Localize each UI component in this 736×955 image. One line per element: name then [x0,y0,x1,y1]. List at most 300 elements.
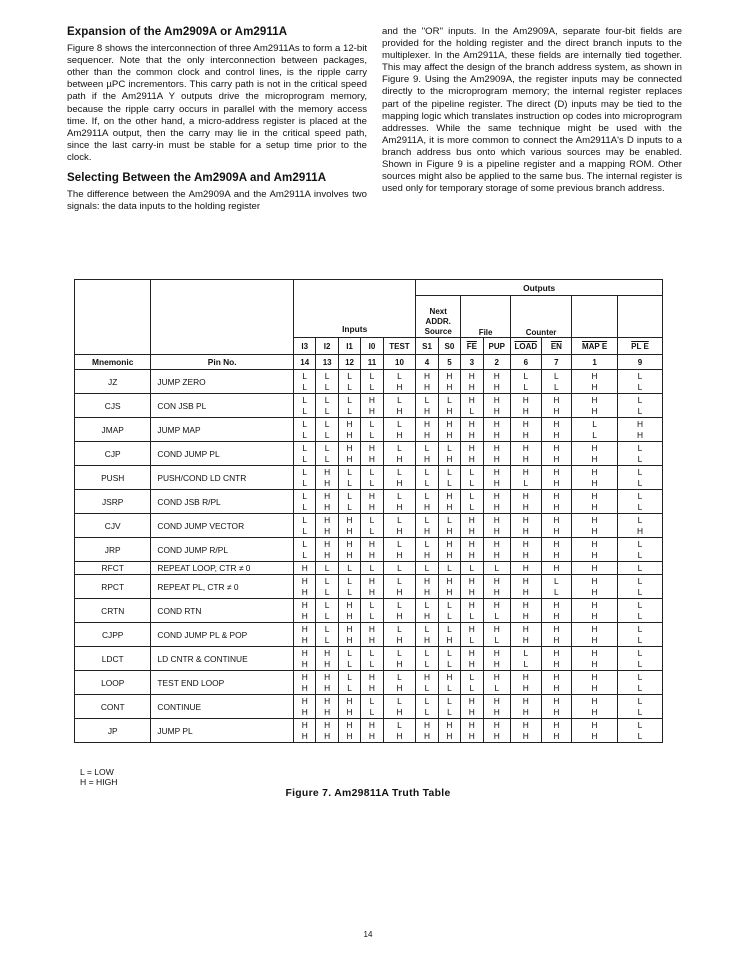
logic-value: L [347,647,352,658]
logic-value-cell [461,394,483,418]
logic-value: H [493,418,500,429]
logic-value: H [301,575,308,586]
logic-value: L [637,381,643,392]
mnemonic-cell: CRTN [75,599,151,623]
logic-value: L [347,370,352,381]
logic-value: H [468,453,475,464]
logic-value-cell [338,490,360,514]
logic-value: H [301,586,308,597]
logic-value: L [347,682,352,693]
logic-value: H [368,623,375,634]
logic-value: H [468,525,475,536]
logic-value-cell [438,671,460,695]
logic-value-cell [618,719,663,743]
logic-value-cell [316,538,338,562]
logic-value-cell [438,514,460,538]
logic-value: H [446,634,453,645]
logic-value-cell [338,538,360,562]
logic-value-cell [511,514,542,538]
logic-value: H [591,695,598,706]
logic-value: H [346,599,353,610]
logic-value: L [523,477,529,488]
logic-value: H [553,453,560,464]
table-row [75,466,663,490]
logic-value: H [591,514,598,525]
mnemonic-cell: PUSH [75,466,151,490]
logic-value-cell [361,671,383,695]
logic-value: L [347,586,352,597]
logic-value-cell [294,695,316,719]
logic-value: L [324,394,330,405]
logic-value: L [347,477,352,488]
logic-value-cell [361,442,383,466]
logic-value: H [636,418,644,429]
logic-value: L [637,610,643,621]
logic-value-cell [511,575,542,599]
counter-header: Counter [511,296,572,338]
logic-value: H [468,719,475,730]
logic-value: H [522,538,529,549]
instruction-name-cell: PUSH/COND LD CNTR [151,466,294,490]
logic-value: L [324,634,330,645]
instruction-name-cell: JUMP ZERO [151,370,294,394]
logic-value: H [522,610,529,621]
logic-value: L [637,394,643,405]
logic-value: H [423,730,431,741]
logic-value: H [591,538,598,549]
logic-value-cell [316,719,338,743]
logic-value-cell [361,647,383,671]
logic-value-cell [618,599,663,623]
logic-value: L [637,575,643,586]
logic-value: H [368,730,375,741]
logic-value-cell [618,623,663,647]
logic-value-cell [541,695,572,719]
logic-value: L [347,394,352,405]
logic-value: H [522,586,529,597]
logic-value-cell [483,490,511,514]
logic-value-cell [294,623,316,647]
table-row [75,647,663,671]
mnemonic-cell: LOOP [75,671,151,695]
logic-value: H [493,538,500,549]
logic-value: H [423,453,431,464]
logic-value: L [397,575,402,586]
logic-value: L [494,682,500,693]
logic-value-cell [338,671,360,695]
logic-value-cell [511,623,542,647]
logic-value: H [636,429,644,440]
logic-value: H [368,442,375,453]
logic-value-cell [416,671,438,695]
logic-value-cell [618,394,663,418]
logic-value: H [301,730,308,741]
logic-value-cell [461,647,483,671]
logic-value: H [522,634,529,645]
logic-value: H [553,647,560,658]
logic-value: L [447,442,452,453]
logic-value: L [447,599,452,610]
logic-value: L [469,501,475,512]
logic-value: H [591,658,598,669]
logic-value: L [637,405,643,416]
logic-value: L [637,623,643,634]
logic-value-cell [461,695,483,719]
logic-value-cell [416,538,438,562]
pin-number: 5 [438,355,460,370]
logic-value-cell [461,442,483,466]
table-row [75,442,663,466]
logic-value: L [637,719,643,730]
signal-header: I1 [338,338,360,355]
logic-value-cell [416,514,438,538]
logic-value: H [346,442,353,453]
logic-value: H [522,549,529,560]
logic-value-cell [572,623,618,647]
pin-number: 6 [511,355,542,370]
logic-value-cell [541,575,572,599]
logic-value: H [324,647,331,658]
logic-value: H [301,623,308,634]
logic-value: H [468,706,475,717]
logic-value-cell [511,562,542,575]
logic-value-cell [383,671,416,695]
logic-value: L [369,514,375,525]
logic-value: L [469,634,475,645]
instruction-name-cell: CONTINUE [151,695,294,719]
logic-value-cell [416,695,438,719]
logic-value: H [368,586,375,597]
logic-value: L [302,549,308,560]
logic-value: H [446,575,453,586]
logic-value-cell [294,442,316,466]
logic-value: L [397,394,402,405]
logic-value-cell [416,575,438,599]
logic-value-cell [316,490,338,514]
logic-value: H [553,599,560,610]
logic-value-cell [361,599,383,623]
logic-value: H [468,394,475,405]
logic-value-cell [316,562,338,575]
logic-value: L [523,381,529,392]
logic-value-cell [361,623,383,647]
logic-value-cell [438,599,460,623]
logic-value: H [468,418,475,429]
logic-value: H [468,695,475,706]
logic-value: H [368,682,375,693]
logic-value-cell [361,562,383,575]
logic-value-cell [483,538,511,562]
logic-value: H [468,586,475,597]
mnemonic-cell: CJPP [75,623,151,647]
logic-value-cell [511,370,542,394]
logic-value-cell [483,575,511,599]
logic-value-cell [511,695,542,719]
logic-value: L [637,706,643,717]
signal-header: I2 [316,338,338,355]
logic-value: H [522,501,529,512]
logic-value: H [301,599,308,610]
logic-value: H [591,525,598,536]
pin-number: 7 [541,355,572,370]
logic-value: H [522,599,529,610]
logic-value: L [424,394,430,405]
logic-value: H [396,610,403,621]
logic-value-cell [316,575,338,599]
instruction-name-cell: LD CNTR & CONTINUE [151,647,294,671]
logic-value-cell [294,599,316,623]
logic-value: L [447,695,452,706]
logic-value-cell [316,442,338,466]
logic-value-cell [383,695,416,719]
logic-value-cell [483,466,511,490]
logic-value: L [447,623,452,634]
logic-value-cell [416,599,438,623]
logic-value-cell [483,514,511,538]
logic-value: L [347,405,352,416]
logic-value: H [493,730,500,741]
logic-value: L [397,599,402,610]
logic-value-cell [438,538,460,562]
logic-value: L [637,586,643,597]
logic-value: L [324,405,330,416]
logic-value: L [637,501,643,512]
logic-value: H [591,562,598,573]
signal-header: $\overline{EN}$ [541,338,572,355]
logic-value: H [396,405,403,416]
logic-value: H [591,405,598,416]
logic-value: H [591,623,598,634]
truth-table [74,279,663,743]
logic-value: L [369,647,375,658]
mnemonic-cell: CJV [75,514,151,538]
logic-value-cell [383,370,416,394]
logic-value: H [346,623,353,634]
mnemonic-cell: JP [75,719,151,743]
logic-value: L [324,418,330,429]
logic-value: H [553,538,560,549]
logic-value: H [553,719,560,730]
logic-value: H [591,442,598,453]
logic-value: L [447,706,452,717]
logic-value: H [493,586,500,597]
logic-value: H [446,719,453,730]
logic-value: L [397,514,402,525]
logic-value-cell [511,671,542,695]
logic-value: H [493,623,500,634]
logic-value-cell [361,719,383,743]
logic-value: L [302,394,308,405]
logic-value: L [554,586,559,597]
logic-value: H [522,730,529,741]
logic-value: H [591,381,598,392]
instruction-name-cell: COND JUMP VECTOR [151,514,294,538]
logic-value-cell [541,538,572,562]
logic-value: H [324,658,331,669]
logic-value: L [369,706,375,717]
logic-value: H [446,730,453,741]
logic-value-cell [438,394,460,418]
logic-value-cell [618,671,663,695]
logic-value-cell [572,466,618,490]
logic-value: H [346,453,353,464]
logic-value-cell [483,695,511,719]
logic-value: H [493,405,500,416]
table-row [75,490,663,514]
logic-value: H [423,719,431,730]
logic-value-cell [416,370,438,394]
logic-value: H [468,381,475,392]
logic-value-cell [483,623,511,647]
logic-value: L [302,525,308,536]
logic-value-cell [541,370,572,394]
logic-value: L [324,623,330,634]
logic-value: L [523,658,529,669]
logic-value-cell [618,538,663,562]
logic-value: L [424,706,430,717]
logic-value: H [346,514,353,525]
logic-value: L [494,610,500,621]
logic-value: L [369,525,375,536]
logic-value: L [447,610,452,621]
table-row [75,719,663,743]
logic-value-cell [461,490,483,514]
logic-value-cell [316,394,338,418]
logic-value-cell [511,394,542,418]
logic-value: L [424,647,430,658]
logic-value: H [522,525,529,536]
logic-value-cell [572,695,618,719]
table-row [75,562,663,575]
logic-value: H [324,477,331,488]
logic-value: L [397,442,402,453]
mnemonic-cell: JZ [75,370,151,394]
logic-value: L [347,658,352,669]
logic-value: L [469,477,475,488]
logic-value-cell [383,442,416,466]
logic-value: L [397,418,402,429]
logic-value-cell [618,514,663,538]
logic-value: H [493,477,500,488]
table-row [75,514,663,538]
logic-value: L [424,538,430,549]
logic-value: L [424,623,430,634]
logic-value-cell [316,671,338,695]
logic-value-cell [338,719,360,743]
logic-value: L [637,538,643,549]
logic-value: L [637,466,643,477]
logic-value: L [637,671,643,682]
logic-value: H [493,706,500,717]
logic-value-cell [483,442,511,466]
logic-value-cell [572,719,618,743]
logic-value-cell [383,466,416,490]
logic-value: H [591,575,598,586]
instruction-name-cell: COND JUMP R/PL [151,538,294,562]
logic-value-cell [483,370,511,394]
logic-value: H [446,671,453,682]
logic-value: H [591,549,598,560]
inputs-header: Inputs [294,296,416,338]
logic-value: H [493,442,500,453]
logic-value: L [447,647,452,658]
logic-value: H [493,671,500,682]
logic-value-cell [541,442,572,466]
logic-value-cell [438,490,460,514]
logic-value: L [324,575,330,586]
left-text-column [67,26,367,221]
logic-value: H [553,466,560,477]
logic-value: L [637,442,643,453]
logic-value: H [591,706,598,717]
logic-value: H [324,514,331,525]
logic-value-cell [572,671,618,695]
pin-number: 2 [483,355,511,370]
logic-value: H [368,671,375,682]
logic-value-cell [294,562,316,575]
logic-value: H [301,647,308,658]
logic-value: L [397,538,402,549]
logic-value: H [324,695,331,706]
mnemonic-cell: LDCT [75,647,151,671]
logic-value-cell [541,599,572,623]
pin-number: 12 [338,355,360,370]
logic-value: L [469,610,475,621]
logic-value: H [423,429,431,440]
logic-value: H [368,575,375,586]
table-row [75,394,663,418]
pin-number: 9 [618,355,663,370]
instruction-name-cell: COND JSB R/PL [151,490,294,514]
logic-value: H [493,381,500,392]
logic-value: L [324,586,330,597]
logic-value-cell [541,647,572,671]
logic-value: L [324,453,330,464]
logic-value: H [553,394,560,405]
logic-value: L [302,490,308,501]
logic-value: H [346,610,353,621]
logic-value-cell [383,490,416,514]
logic-value-cell [572,514,618,538]
signal-header: MAP E [572,338,618,355]
logic-value: H [493,501,500,512]
logic-value-cell [294,671,316,695]
logic-value: H [446,538,453,549]
logic-value: H [423,671,431,682]
logic-value: H [493,658,500,669]
legend-low: L = LOW [80,767,114,777]
logic-value-cell [483,394,511,418]
instruction-name-cell: COND JUMP PL & POP [151,623,294,647]
logic-value: H [423,575,431,586]
logic-value: L [369,477,375,488]
logic-value: H [468,623,475,634]
table-row [75,599,663,623]
logic-value-cell [338,599,360,623]
logic-value: L [424,442,430,453]
logic-value-cell [316,647,338,671]
logic-value: H [346,549,353,560]
logic-value: L [637,370,643,381]
logic-value-cell [618,418,663,442]
logic-value-cell [361,394,383,418]
legend-high: H = HIGH [80,777,118,787]
logic-value: L [369,418,375,429]
logic-value: H [423,634,431,645]
logic-value: H [553,490,560,501]
logic-value-cell [294,466,316,490]
logic-value-cell [541,719,572,743]
